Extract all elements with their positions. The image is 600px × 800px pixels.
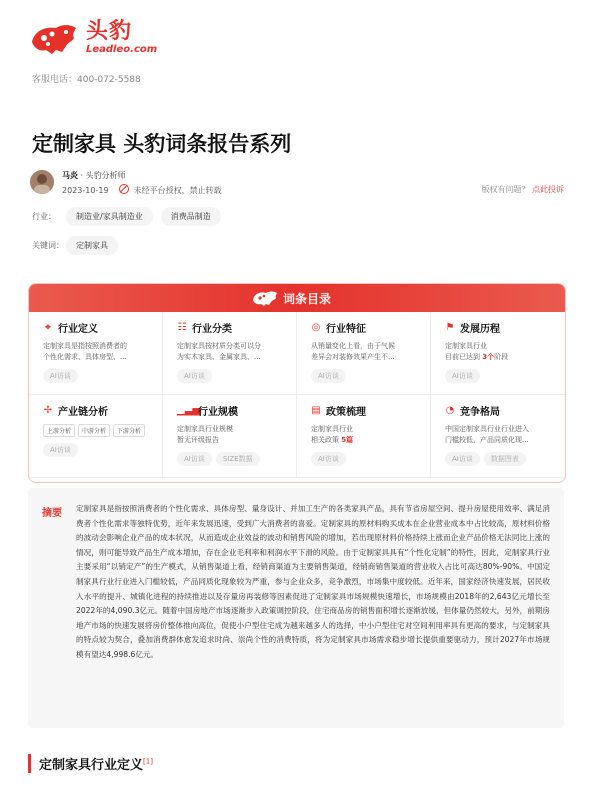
bar-chart-icon: ▁▃▅: [177, 405, 201, 416]
catalog-item-title: 产业链分析: [58, 407, 108, 418]
keyword-tag[interactable]: 定制家具: [66, 236, 118, 255]
summary-box: [28, 488, 564, 728]
catalog-item-desc: 中国定制家具行业行业进入: [445, 425, 529, 433]
catalog-item-title: 行业特征: [326, 324, 366, 335]
keyword-row: [32, 236, 126, 255]
catalog-item-desc: 定制家具行业规模: [177, 425, 233, 433]
data-chart-pill[interactable]: 数据图表: [484, 452, 526, 466]
midstream-tag[interactable]: 中游分析: [78, 424, 110, 437]
catalog-card: [28, 283, 566, 483]
prohibited-icon: [119, 184, 129, 194]
catalog-item-policy[interactable]: [297, 395, 431, 478]
catalog-item-desc: 差异会对装修效果产生不...: [311, 353, 395, 361]
upstream-tag[interactable]: 上游分析: [43, 424, 75, 437]
catalog-item-desc: 阶段: [494, 353, 509, 361]
ai-interview-pill[interactable]: AI访谈: [445, 452, 480, 466]
document-icon: ▤: [311, 405, 321, 416]
ai-interview-pill[interactable]: AI访谈: [43, 443, 78, 457]
flag-icon: ⚑: [445, 322, 455, 333]
section-heading: [28, 754, 153, 773]
catalog-grid: [29, 312, 565, 478]
catalog-item-desc: 个性化需求、具体房型、...: [43, 353, 127, 361]
catalog-item-title: 行业定义: [58, 324, 98, 335]
catalog-item-chain[interactable]: [29, 395, 163, 478]
catalog-item-title: 行业规模: [198, 407, 238, 418]
leopard-mini-icon: [251, 289, 279, 307]
footnote-ref[interactable]: [1]: [143, 757, 153, 766]
catalog-item-title: 政策梳理: [326, 407, 366, 418]
catalog-item-scale[interactable]: [163, 395, 297, 478]
ai-interview-pill[interactable]: AI访谈: [445, 369, 480, 383]
catalog-item-title: 发展历程: [460, 324, 500, 335]
catalog-item-title: 行业分类: [192, 324, 232, 335]
catalog-item-desc: 定制家具行业: [445, 342, 487, 350]
industry-tag[interactable]: 消费品制造: [161, 207, 221, 226]
catalog-item-desc: 门槛较低，产品同质化现...: [445, 436, 529, 444]
size-data-pill[interactable]: SIZE数据: [216, 452, 260, 466]
complaint-link[interactable]: 点此投诉: [532, 185, 564, 194]
leopard-logo-icon: [28, 20, 80, 56]
catalog-header: [29, 284, 565, 312]
catalog-item-competition[interactable]: [431, 395, 565, 478]
author-name[interactable]: 马炎: [62, 171, 78, 180]
catalog-item-definition[interactable]: [29, 312, 163, 395]
catalog-item-classification[interactable]: [163, 312, 297, 395]
catalog-item-desc: 暂无评级报告: [177, 436, 219, 444]
catalog-item-desc: 定制家具是指按照消费者的: [43, 342, 127, 350]
author-role: 头豹分析师: [85, 171, 126, 180]
catalog-item-title: 竞争格局: [460, 407, 500, 418]
catalog-item-history[interactable]: [431, 312, 565, 395]
hotline: 客服电话：400-072-5588: [32, 75, 141, 85]
brand-url[interactable]: Leadleo.com: [86, 44, 158, 55]
industry-label: 行业：: [32, 212, 56, 221]
copyright-question: 版权有问题？: [481, 185, 530, 194]
catalog-item-features[interactable]: [297, 312, 431, 395]
industry-tag[interactable]: 制造业/家具制造业: [66, 207, 153, 226]
page-title: 定制家具 头豹词条报告系列: [32, 132, 292, 156]
section-title: 定制家具行业定义: [39, 758, 144, 773]
hierarchy-icon: ☷: [177, 322, 187, 333]
catalog-title: 词条目录: [283, 292, 332, 306]
avatar: [30, 170, 54, 194]
stage-count: 3个: [482, 353, 495, 361]
meta-line: [62, 184, 222, 196]
ai-interview-pill[interactable]: AI访谈: [177, 452, 212, 466]
ai-interview-pill[interactable]: AI访谈: [311, 452, 346, 466]
publish-date: 2023-10-19: [62, 186, 109, 195]
catalog-item-desc: 相关政策: [311, 436, 342, 444]
magnifier-icon: ⌖: [45, 322, 51, 333]
catalog-item-desc: 目前已达到: [445, 353, 483, 361]
summary-text: 定制家具是指按照消费者的个性化需求、具体房型、量身设计、并加工生产的各类家具产品，具有节省房屋空间、提升房屋使用效率、满足消费者个性化需求等独特优势，近年来发展迅速，受到广大消费者的喜爱。定制家具的原材料购买成本在企业营业成本中占比较高，原材料价格的波动会影响企业产品的成本状况，从而造成企业效益的波动和销售风险的增加，若出现原材料价格持续上涨而企业产品价格无法同比上涨的情况，则可能导致产品生产成本增加，存在企业毛利率和利润水平下滑的风险。由于定制家具具有“个性化定制”的特性，因此，定制家具行业主要采用“以销定产”的生产模式，从销售渠道上看，经销商渠道为主要销售渠道，经销商销售渠道的营业收入占比可高达80%-90%。中国定制家具行业行业进入门槛较低，产品同质化现象较为严重，参与企业众多，竞争激烈，市场集中度较低。近年来，国家经济快速发展，居民收入水平的提升、城镇化进程的持续推进以及存量房再装修等因素促进了定制家具市场规模快速增长，市场规模由2018年的2,643亿元增长至2022年的4,090.3亿元。随着中国房地产市场逐渐步入政策调控阶段，住宅商品房的销售面积增长逐渐放缓，但体量仍然较大，另外，前期房地产市场的快速发展将房价整体推向高位，促使小户型住宅成为越来越多人的选择，中小户型住宅对空间利用率具有更高的要求，与定制家具的特点较为契合，叠加消费群体愈发追求时尚、崇尚个性的消费特质，将为定制家具市场需求稳步增长提供重要驱动力，预计2027年市场规模有望达4,998.6亿元。: [76, 504, 550, 659]
catalog-item-desc: 为实木家具、金属家具、...: [177, 353, 261, 361]
industry-row: [32, 207, 229, 226]
downstream-tag[interactable]: 下游分析: [113, 424, 145, 437]
author-line: 马炎 · 头豹分析师: [62, 171, 126, 180]
catalog-item-desc: 从销量变化上看，由于气候: [311, 342, 395, 350]
network-icon: ✢: [43, 405, 53, 416]
copyright-notice: 未经平台授权，禁止转载: [133, 186, 222, 195]
catalog-item-desc: 定制家具按材质分类可以分: [177, 342, 261, 350]
target-icon: ◎: [311, 322, 321, 333]
summary-label: 摘要: [42, 508, 62, 519]
catalog-item-desc: 定制家具行业: [311, 425, 353, 433]
report-link-area: [481, 184, 564, 195]
brand-name: 头豹: [86, 19, 133, 44]
pie-chart-icon: ◔: [445, 405, 455, 416]
ai-interview-pill[interactable]: AI访谈: [311, 369, 346, 383]
ai-interview-pill[interactable]: AI访谈: [177, 369, 212, 383]
policy-count: 5篇: [341, 436, 354, 444]
ai-interview-pill[interactable]: AI访谈: [43, 369, 78, 383]
keyword-label: 关键词：: [32, 241, 64, 250]
